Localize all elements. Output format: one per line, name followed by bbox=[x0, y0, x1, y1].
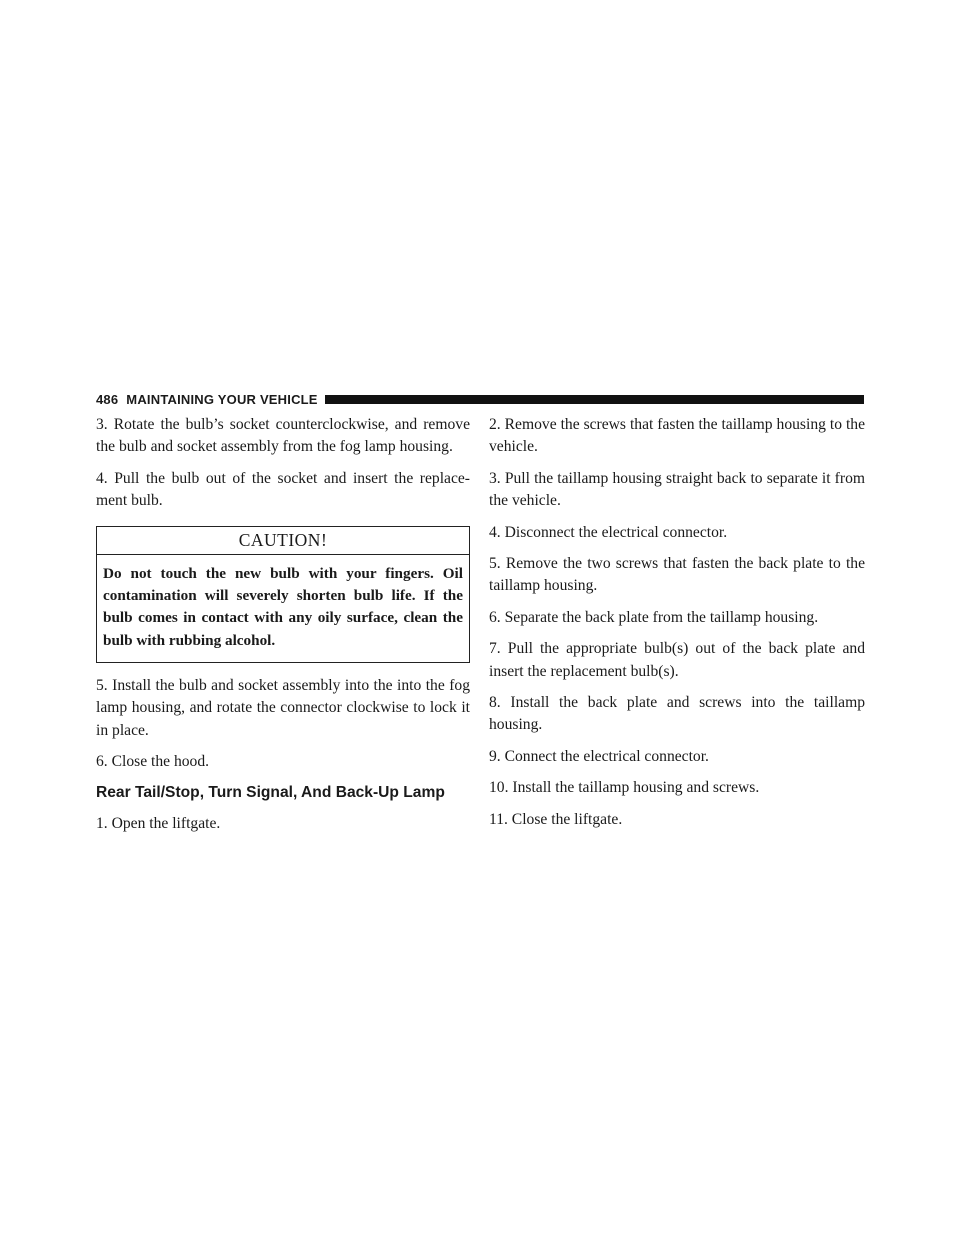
step-4-paragraph: 4. Pull the bulb out of the socket and insert the replace- ment bulb. bbox=[96, 469, 470, 510]
header-rule bbox=[325, 395, 864, 404]
caution-box bbox=[96, 526, 470, 663]
section-title: MAINTAINING YOUR VEHICLE bbox=[126, 391, 318, 407]
rear-step-7-paragraph: 7. Pull the appropriate bulb(s) out of the back plate and insert the replacement bulb(s). bbox=[489, 640, 865, 680]
page-header bbox=[96, 390, 864, 408]
caution-title: CAUTION! bbox=[97, 527, 469, 555]
rear-step-3-paragraph: 3. Pull the taillamp housing straight back to separate it from the vehicle. bbox=[489, 469, 865, 510]
step-6-paragraph: 6. Close the hood. bbox=[96, 753, 210, 771]
rear-step-8-paragraph: 8. Install the back plate and screws into the taillamp housing. bbox=[489, 694, 865, 734]
step-3-paragraph: 3. Rotate the bulb’s socket counterclockwise, and remove the bulb and socket assembly from the fog lamp housing. bbox=[96, 416, 470, 456]
caution-body: Do not touch the new bulb with your fingers. Oil contamination will severely shorten bulb life. If the bulb comes in contact with any oily surface, clean the bulb with rubbing alcohol. bbox=[103, 565, 463, 649]
rear-step-1-paragraph: 1. Open the liftgate. bbox=[96, 815, 221, 833]
rear-lamp-subheading: Rear Tail/Stop, Turn Signal, And Back-Up Lamp bbox=[96, 784, 445, 802]
rear-step-5-paragraph: 5. Remove the two screws that fasten the back plate to the taillamp housing. bbox=[489, 555, 865, 595]
rear-step-6-paragraph: 6. Separate the back plate from the taillamp housing. bbox=[489, 608, 819, 626]
rear-step-2-paragraph: 2. Remove the screws that fasten the taillamp housing to the vehicle. bbox=[489, 416, 865, 456]
step-5-paragraph: 5. Install the bulb and socket assembly into the into the fog lamp housing, and rotate the connector clockwise to lock it in place. bbox=[96, 676, 470, 739]
rear-step-11-paragraph: 11. Close the liftgate. bbox=[489, 810, 623, 828]
rear-step-10-paragraph: 10. Install the taillamp housing and screws. bbox=[489, 779, 760, 797]
left-column bbox=[96, 414, 470, 845]
rear-step-4-paragraph: 4. Disconnect the electrical connector. bbox=[489, 523, 728, 541]
page-number: 486 bbox=[96, 391, 119, 407]
right-column bbox=[489, 414, 865, 840]
rear-step-9-paragraph: 9. Connect the electrical connector. bbox=[489, 747, 709, 765]
